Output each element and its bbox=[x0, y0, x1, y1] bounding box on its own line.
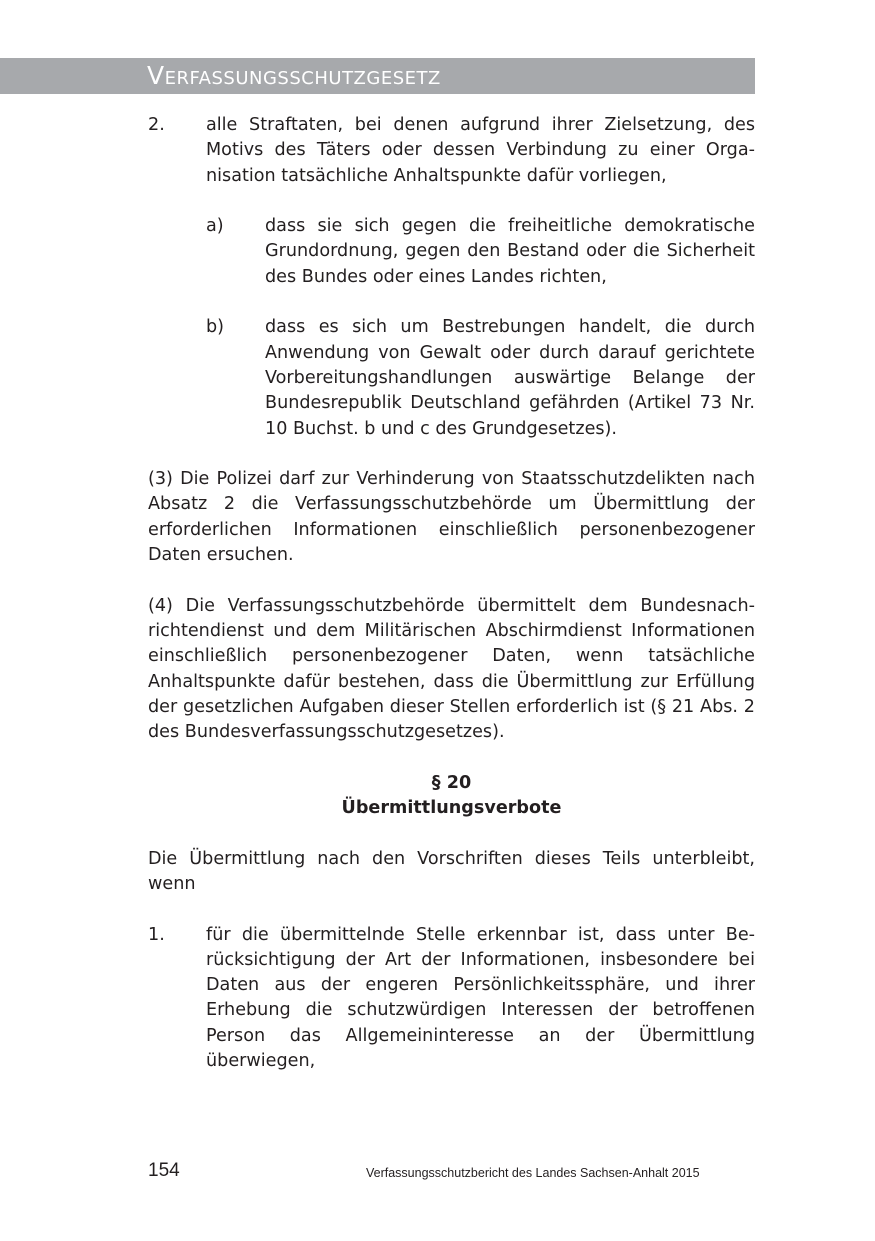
sub-item-label: b) bbox=[206, 317, 225, 338]
list-item-text: alle Straftaten, bei denen aufgrund ihrer Zielsetzung, des Motivs des Täters oder dessen Verbindung zu einer Organisation tatsächliche Anhaltspunkte dafür vorliegen, bbox=[206, 115, 755, 186]
sub-item-a bbox=[206, 214, 755, 290]
sub-item-label: a) bbox=[206, 216, 224, 237]
list-item-text: für die übermittelnde Stelle erkennbar ist, dass unter Berücksichtigung der Art der Informationen, insbesondere bei Daten aus der engeren Persönlichkeitssphäre, und ihrer Erhebung die schutzwürdigen Interessen der betroffenen Person das Allgemeininteresse an der Übermittlung überwiegen, bbox=[206, 924, 755, 1071]
section-number: § 20 bbox=[431, 772, 472, 793]
list-item-1 bbox=[148, 923, 755, 1075]
paragraph-3: (3) Die Polizei darf zur Verhinderung von Staatsschutzdelikten nach Absatz 2 die Verfassungsschutzbehörde um Übermittlung der erforderlichen Informationen einschließlich personenbezogener Daten ersuchen. bbox=[148, 469, 755, 566]
section-title: Übermittlungsverbote bbox=[341, 798, 562, 819]
section-intro: Die Übermittlung nach den Vorschriften dieses Teils unterbleibt, wenn bbox=[148, 848, 755, 894]
list-item-number: 2. bbox=[148, 115, 165, 135]
page-body bbox=[148, 113, 755, 1074]
list-item-number: 1. bbox=[148, 924, 165, 945]
list-item-2 bbox=[148, 113, 755, 189]
footer-publication: Verfassungsschutzbericht des Landes Sachsen-Anhalt 2015 bbox=[366, 1166, 700, 1180]
sub-item-text: dass sie sich gegen die freiheitliche demokratische Grundordnung, gegen den Bestand oder die Sicherheit des Bundes oder eines Landes richten, bbox=[265, 216, 755, 287]
running-header-bar bbox=[0, 58, 755, 94]
running-header-title: Verfassungsschutzgesetz bbox=[147, 61, 441, 90]
page-number: 154 bbox=[148, 1160, 180, 1181]
sub-item-b bbox=[206, 315, 755, 441]
paragraph-4: (4) Die Verfassungsschutzbehörde übermittelt dem Bundesnachrichtendienst und dem Militärischen Abschirmdienst Informationen einschließlich personenbezogener Daten, wenn tatsächliche Anhaltspunkte dafür bestehen, dass die Übermittlung zur Erfüllung der gesetzlichen Aufgaben dieser Stellen erforderlich ist (§ 21 Abs. 2 des Bundesverfassungsschutzgesetzes). bbox=[148, 595, 755, 743]
sub-item-text: dass es sich um Bestrebungen handelt, die durch Anwendung von Gewalt oder durch darauf gerichtete Vorbereitungshandlungen auswärtige Belange der Bundesrepublik Deutschland gefährden (Artikel 73 Nr. 10 Buchst. b und c des Grundgesetzes). bbox=[265, 317, 755, 439]
